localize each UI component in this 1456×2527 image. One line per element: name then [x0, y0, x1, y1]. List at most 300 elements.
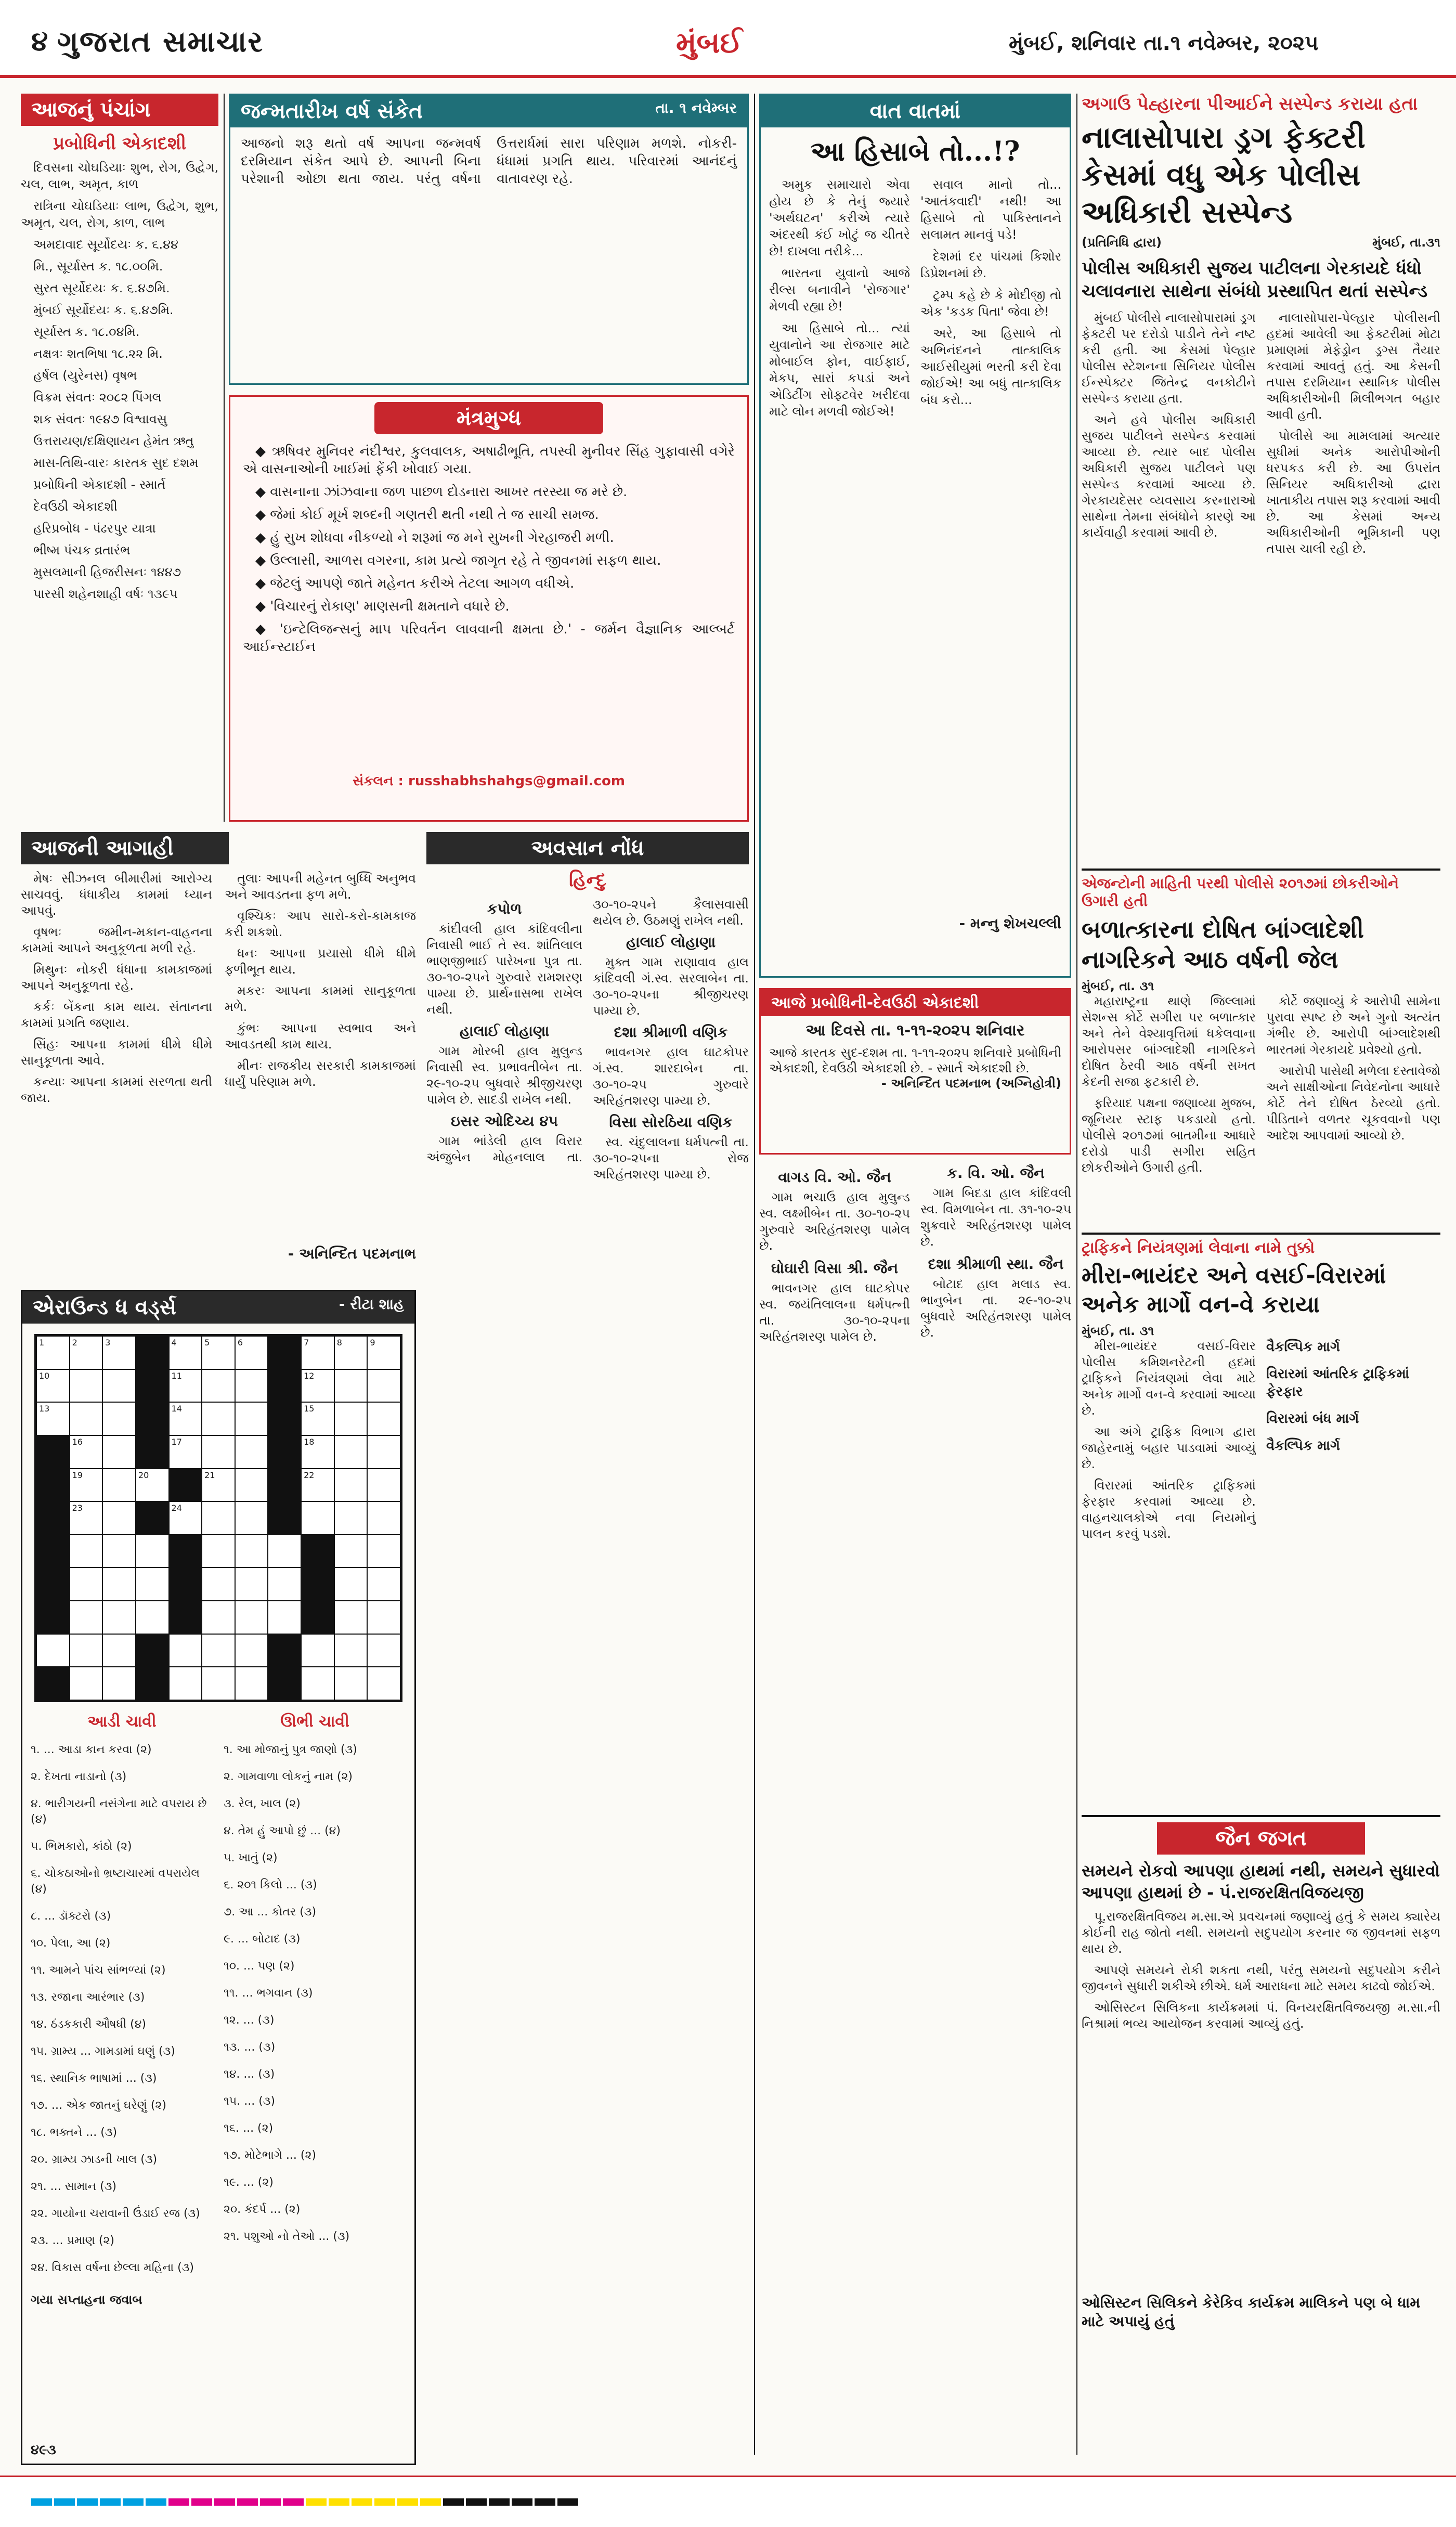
across-clue: ૮. ... ડૉક્ટરો (૩) — [31, 1910, 111, 1923]
traffic-headline: મીરા-ભાયંદર અને વસઈ-વિરારમાં અનેક માર્ગો વન-વે કરાયા — [1082, 1262, 1386, 1318]
across-clue: ૨૦. ગ્રામ્ય ઝાડની ખાલ (૩) — [31, 2153, 158, 2166]
crossword-cell[interactable] — [367, 1369, 400, 1403]
crossword-cell — [36, 1501, 70, 1535]
aagahi-lines — [21, 871, 416, 1266]
vaat-paragraph: સવાલ માનો તો... 'આતંકવાદી' નથી! આ હિસાબે તો પાકિસ્તાનને સલામત માનવું પડે! — [920, 177, 1061, 242]
crossword-cell — [169, 1601, 202, 1634]
crossword-cell[interactable] — [102, 1535, 136, 1568]
down-clue: ૪. તેમ હું આપો છું ... (૪) — [224, 1824, 341, 1837]
crossword-cell[interactable]: 6 — [235, 1336, 268, 1369]
crossword-cell — [36, 1667, 70, 1700]
panchang-line: સૂર્યાસ્ત ક. ૧૮.૦૪મિ. — [33, 325, 140, 339]
color-registration-swatch — [306, 2498, 327, 2506]
obituary-text: ગામ ભચાઉ હાલ મુલુન્ડ સ્વ. લક્ષ્મીબેન તા. ૩૦-૧૦-૨૫ ગુરુવારે અરિહંતશરણ પામેલ છે. — [759, 1190, 910, 1253]
crossword-cell — [36, 1601, 70, 1634]
vaat-paragraph: અમુક સમાચારો એવા હોય છે કે તેનું જ્યારે 'અર્થઘટન' કરીએ ત્યારે અંદરથી કંઈ ખોટું જ ચીતરે છે! દાખલા તરીકે... — [769, 177, 910, 258]
rashi-forecast: મકરઃ આપના કામમાં સાનુકૂળતા મળે. — [225, 983, 416, 1014]
vaat-paragraph: દેશમાં દર પાંચમાં કિશોર ડિપ્રેશનમાં છે. — [920, 249, 1061, 280]
janmatarikh-title: જન્મતારીખ વર્ષ સંકેત — [241, 99, 423, 123]
crossword-cell[interactable]: 5 — [202, 1336, 235, 1369]
avasan-box — [426, 832, 749, 2455]
obituary-heading: દશા શ્રીમાળી સ્થા. જૈન — [928, 1255, 1064, 1273]
mantra-bullet: ◆ ઉલ્લાસી, આળસ વગરના, કામ પ્રત્યે જાગૃત રહે તે જીવનમાં સફળ થાય. — [255, 553, 661, 568]
crossword-cell[interactable] — [367, 1501, 400, 1535]
crossword-cell[interactable]: 23 — [70, 1501, 103, 1535]
traffic-side-labels — [1266, 1338, 1440, 1702]
crossword-cell — [136, 1402, 169, 1435]
story-traffic — [1082, 1233, 1440, 1805]
lead-byline: (પ્રતિનિધિ દ્વારા) — [1082, 235, 1162, 250]
aagahi-author: - અનિન્દિત પદમનાભ — [288, 1245, 416, 1262]
panchang-line: માસ-તિથિ-વારઃ કારતક સુદ દશમ — [33, 456, 199, 470]
vaat-paragraphs — [761, 176, 1070, 915]
mantramugdh-box — [229, 395, 749, 822]
mantramugdh-credit: સંકલન : russhabhshahgs@gmail.com — [353, 773, 625, 789]
mantramugdh-bullets — [230, 439, 747, 773]
down-clue: ૧૯. ... (૨) — [224, 2176, 274, 2189]
crossword-author: - રીટા શાહ — [339, 1295, 404, 1313]
vaat-title: વાત વાતમાં — [761, 95, 1070, 127]
across-clue: ૨. દેખતા નાડાનો (૩) — [31, 1770, 127, 1783]
obits-right-col — [759, 1165, 1071, 2455]
crossword-cell[interactable] — [202, 1634, 235, 1667]
crossword-cell[interactable] — [301, 1667, 334, 1700]
rashi-forecast: કન્યાઃ આપના કામમાં સરળતા થતી જાય. — [21, 1074, 212, 1105]
color-registration-swatch — [77, 2498, 98, 2506]
down-clue: ૧૬. ... (૨) — [224, 2122, 274, 2135]
crossword-cell[interactable] — [102, 1501, 136, 1535]
color-registration-swatch — [535, 2498, 555, 2506]
crossword-cell[interactable] — [202, 1601, 235, 1634]
across-clue: ૧૦. પેલા, આ (૨) — [31, 1937, 111, 1950]
obituary-text: ગામ ભાંડેલી હાલ વિરાર અંજુબેન મોહનલાલ તા. ૩૦-૧૦-૨૫ને કૈલાસવાસી થયેલ છે. ઉઠમણું રાખેલ નથી. — [426, 897, 749, 1164]
crossword-cell[interactable] — [334, 1535, 368, 1568]
crossword-cell[interactable] — [268, 1535, 301, 1568]
column-rule — [224, 94, 225, 822]
crossword-cell[interactable] — [301, 1634, 334, 1667]
color-registration-swatch — [168, 2498, 189, 2506]
crossword-cell[interactable] — [367, 1435, 400, 1469]
story-bangladeshi — [1082, 869, 1440, 1222]
crossword-cell[interactable] — [102, 1369, 136, 1403]
crossword-cell[interactable]: 16 — [70, 1435, 103, 1469]
lead-paragraph: અને હવે પોલીસ અધિકારી સુજય પાટીલને સસ્પેન્ડ કરવામાં આવ્યા છે. ત્યાર બાદ પોલીસ અધિકારી સુજય પાટીલને પણ સસ્પેન્ડ કરવામાં આવ્યા છે. ગેરકાયદેસર વ્યવસાય કરનારાઓ સાથેના તેમના સંબંધોને કારણે આ કાર્યવાહી કરવામાં આવી છે. — [1082, 412, 1256, 540]
crossword-cell[interactable] — [202, 1402, 235, 1435]
rashi-forecast: મેષઃ સીઝનલ બીમારીમાં આરોગ્ય સાચવવું. ધંધાકીય કામમાં ધ્યાન આપવું. — [21, 871, 212, 918]
crossword-cell[interactable] — [367, 1469, 400, 1502]
crossword-cell[interactable] — [235, 1567, 268, 1601]
aaje-author: - અનિન્દિત પદમનાભ (અગ્નિહોત્રી) — [881, 1076, 1061, 1091]
vaat-paragraph: અરે, આ હિસાબે તો અભિનંદનને તાત્કાલિક આઈસીયુમાં ભરતી કરી દેવા જોઈએ! આ બધું તાત્કાલિક બંધ કરો... — [920, 326, 1061, 407]
rashi-forecast: મીનઃ રાજકીય સરકારી કામકાજમાં ધાર્યું પરિણામ મળે. — [225, 1058, 416, 1089]
color-registration-swatch — [512, 2498, 532, 2506]
crossword-cell[interactable] — [367, 1634, 400, 1667]
aagahi-box — [21, 832, 416, 1279]
crossword-cell[interactable] — [367, 1535, 400, 1568]
rashi-forecast: તુલાઃ આપની મહેનત બુધ્ધિ અનુભવ અને આવડતના ફળ મળે. — [225, 871, 416, 902]
crossword-cell[interactable] — [367, 1402, 400, 1435]
across-clue: ૧૬. સ્થાનિક ભાષામાં ... (૩) — [31, 2072, 157, 2085]
crossword-cell[interactable]: 14 — [169, 1402, 202, 1435]
color-registration-swatch — [260, 2498, 281, 2506]
crossword-cell[interactable]: 21 — [202, 1469, 235, 1502]
crossword-answers-label: ગયા સપ્તાહના જવાબ — [31, 2292, 142, 2307]
color-registration-swatch — [489, 2498, 510, 2506]
across-clue: ૧૮. ભક્તને ... (૩) — [31, 2126, 118, 2139]
crossword-cell[interactable] — [334, 1469, 368, 1502]
crossword-cell[interactable] — [102, 1567, 136, 1601]
crossword-cell[interactable] — [136, 1535, 169, 1568]
crossword-cell — [268, 1501, 301, 1535]
panchang-line: દિવસના ચોઘડિયાઃ શુભ, રોગ, ઉદ્વેગ, ચલ, લાભ, અમૃત, કાળ — [21, 160, 218, 191]
crossword-cell — [36, 1435, 70, 1469]
crossword-cell[interactable] — [202, 1435, 235, 1469]
crossword-cell[interactable]: 3 — [102, 1336, 136, 1369]
color-registration-swatch — [466, 2498, 487, 2506]
story2-headline: બળાત્કારના દોષિત બાંગ્લાદેશી નાગરિકને આઠ વર્ષની જેલ — [1082, 915, 1364, 974]
crossword-cell[interactable] — [102, 1469, 136, 1502]
down-clue: ૫. ખાતું (૨) — [224, 1851, 278, 1864]
crossword-cell[interactable] — [235, 1535, 268, 1568]
down-clue: ૧૧. ... ભગવાન (૩) — [224, 1987, 313, 2000]
traffic-side-label: વિરારમાં આંતરિક ટ્રાફિકમાં ફેરફાર — [1266, 1366, 1410, 1399]
crossword-cell — [268, 1435, 301, 1469]
story2-paragraph: ફરિયાદ પક્ષના જણાવ્યા મુજબ, જૂનિયર સ્ટાફ પકડાયો હતો. પોલીસે ૨૦૧૭માં બાતમીના આધારે દરોડો પાડી સગીરા સહિત છોકરીઓને ઉગારી હતી. — [1082, 1096, 1256, 1175]
crossword-cell[interactable] — [36, 1634, 70, 1667]
rashi-forecast: મિથુનઃ નોકરી ધંધાના કામકાજમાં આપને અનુકૂળતા રહે. — [21, 962, 212, 993]
mantramugdh-title: મંત્રમુગ્ધ — [374, 402, 603, 434]
panchang-line: દેવઉઠી એકાદશી — [33, 499, 118, 514]
crossword-cell[interactable] — [334, 1369, 368, 1403]
lead-paragraph: પોલીસે આ મામલામાં અત્યાર સુધીમાં અનેક આરોપીઓની ધરપકડ કરી છે. આ ઉપરાંત સિનિયર અધિકારીઓ દ્વારા ખાતાકીય તપાસ શરૂ કરવામાં આવી છે. આ કેસમાં અન્ય અધિકારીઓની ભૂમિકાની પણ તપાસ ચાલી રહી છે. — [1266, 429, 1440, 556]
crossword-cell[interactable] — [367, 1667, 400, 1700]
traffic-kicker: ટ્રાફિકને નિયંત્રણમાં લેવાના નામે તુક્કો — [1082, 1239, 1315, 1257]
traffic-side-label: વિરારમાં બંધ માર્ગ — [1266, 1411, 1359, 1427]
crossword-grid[interactable] — [34, 1334, 402, 1702]
obituary-heading: ઇસર ઓદિચ્ય ૪૫ — [451, 1112, 558, 1130]
lead-paragraphs — [1082, 310, 1440, 757]
crossword-cell[interactable] — [235, 1601, 268, 1634]
color-registration-swatch — [146, 2498, 166, 2506]
jain-headline: સમયને રોકવો આપણા હાથમાં નથી, સમયને સુધારવો આપણા હાથમાં છે - પં.રાજરક્ષિતવિજયજી — [1082, 1861, 1440, 1902]
mantra-bullet: ◆ 'ઇન્ટેલિજન્સનું માપ પરિવર્તન લાવવાની ક્ષમતા છે.' - જર્મન વૈજ્ઞાનિક આલ્બર્ટ આઈન્સ્ટાઈન — [243, 621, 735, 655]
vaat-author: - મન્નુ શેખચલ્લી — [959, 915, 1061, 932]
panchang-subtitle: પ્રબોધિની એકાદશી — [53, 133, 186, 154]
color-registration-swatch — [329, 2498, 349, 2506]
crossword-cell[interactable] — [235, 1634, 268, 1667]
traffic-dateline: મુંબઈ, તા. ૩૧ — [1082, 1324, 1154, 1338]
color-registration-swatch — [191, 2498, 212, 2506]
color-registration-swatch — [54, 2498, 75, 2506]
obituary-text: બોટાદ હાલ મલાડ સ્વ. ભાનુબેન તા. ૨૯-૧૦-૨૫ બુધવારે અરિહંતશરણ પામેલ છે. — [920, 1277, 1071, 1340]
crossword-cell[interactable] — [136, 1567, 169, 1601]
issue-date: મુંબઈ, શનિવાર તા.૧ નવેમ્બર, ૨૦૨૫ — [1009, 31, 1319, 55]
across-clues — [31, 1742, 213, 2276]
crossword-cell[interactable] — [235, 1402, 268, 1435]
color-registration-swatch — [237, 2498, 258, 2506]
aaje-box — [759, 988, 1071, 1155]
crossword-cell[interactable]: 8 — [334, 1336, 368, 1369]
crossword-cell[interactable]: 17 — [169, 1435, 202, 1469]
crossword-cell[interactable] — [268, 1601, 301, 1634]
across-clue: ૧૪. ઠંડકકારી ઔષધી (૪) — [31, 2018, 146, 2031]
jain-paragraph: ઓસિસ્ટન સિલિકના કાર્યક્રમમાં પં. વિનયરક્ષિતવિજયજી મ.સા.ની નિશ્રામાં ભવ્ય આયોજન કરવામાં આવ્યું હતું. — [1082, 2000, 1440, 2031]
crossword-cell — [36, 1535, 70, 1568]
crossword-cell[interactable]: 22 — [301, 1469, 334, 1502]
obituary-heading: વાગડ વિ. ઓ. જૈન — [778, 1169, 891, 1186]
jain-paragraphs — [1082, 1909, 1440, 2293]
rashi-forecast: કુંભઃ આપના સ્વભાવ અને આવડતથી કામ થાય. — [225, 1021, 416, 1052]
across-clue: ૨૪. વિકાસ વર્ષના છેલ્લા મહિના (૩) — [31, 2261, 194, 2274]
avasan-sections — [426, 897, 749, 2446]
crossword-cell[interactable] — [268, 1567, 301, 1601]
crossword-cell[interactable] — [102, 1667, 136, 1700]
crossword-cell[interactable] — [70, 1402, 103, 1435]
aaje-text: આજે કારતક સુદ-દશમ તા. ૧-૧૧-૨૦૨૫ શનિવારે પ્રબોધિની એકાદશી, દેવઉઠી એકાદશી છે. - સ્માર્ત એકાદશી છે. — [769, 1045, 1061, 1075]
across-clue: ૨૨. ગાયોના ચરાવાની ઉંડાઈ રજ (૩) — [31, 2207, 200, 2220]
crossword-cell[interactable]: 24 — [169, 1501, 202, 1535]
panchang-title: આજનું પંચાંગ — [21, 94, 218, 126]
mantra-bullet: ◆ ઋષિવર મુનિવર નંદીશ્વર, કુલવાલક, અષાઢીભૂતિ, તપસ્વી મુનીવર સિંહ ગુફાવાસી વગેરે એ વાસનાઓની ખાઈમાં ફેંકી ખોવાઈ ગયા. — [243, 444, 735, 477]
story2-paragraph: કોર્ટે જણાવ્યું કે આરોપી સામેના પુરાવા સ્પષ્ટ છે અને ગુનો અત્યંત ગંભીર છે. આરોપી બાંગ્લાદેશથી ભારતમાં ગેરકાયદે પ્રવેશ્યો હતો. — [1266, 994, 1440, 1057]
rashi-forecast: વૃશ્ચિકઃ આપ સારો-કરો-કામકાજ કરી શકશો. — [225, 909, 416, 939]
obituary-text: મુક્ત ગામ રાણાવાવ હાલ કાંદિવલી ગં.સ્વ. સરલાબેન તા. ૩૦-૧૦-૨૫ના શ્રીજીચરણ પામ્યા છે. — [593, 955, 749, 1018]
rashi-forecast: કર્કઃ બેંકના કામ થાય. સંતાનના કામમાં પ્રગતિ જણાય. — [21, 1000, 212, 1030]
panchang-line: હર્ષલ (યુરેનસ) વૃષભ — [33, 368, 137, 383]
vaat-headline: આ હિસાબે તો...!? — [810, 136, 1020, 167]
crossword-cell[interactable]: 19 — [70, 1469, 103, 1502]
obituary-heading: કપોળ — [487, 900, 522, 917]
crossword-cell — [301, 1535, 334, 1568]
crossword-cell[interactable]: 13 — [36, 1402, 70, 1435]
down-clue: ૧૭. મોટેભાગે ... (૨) — [224, 2149, 316, 2162]
color-registration-swatch — [123, 2498, 144, 2506]
crossword-cell[interactable]: 9 — [367, 1336, 400, 1369]
crossword-cell[interactable] — [334, 1402, 368, 1435]
obituary-text: ભાવનગર હાલ ઘાટકોપર ગં.સ્વ. શારદાબેન તા. ૩૦-૧૦-૨૫ ગુરુવારે અરિહંતશરણ પામ્યા છે. — [593, 1045, 749, 1108]
jain-title: જૈન જગત — [1157, 1822, 1365, 1855]
rashi-forecast: સિંહઃ આપના કામમાં ધીમે ધીમે સાનુકૂળતા આવે. — [21, 1037, 212, 1068]
jain-paragraph: પૂ.રાજરક્ષિતવિજય મ.સા.એ પ્રવચનમાં જણાવ્યું હતું કે સમય ક્યારેય કોઈની રાહ જોતો નથી. સમયનો સદુપયોગ કરનાર જ જીવનમાં સફળ થાય છે. — [1082, 1909, 1440, 1956]
story2-paragraphs — [1082, 993, 1440, 1181]
mantra-bullet: ◆ જેટલું આપણે જાતે મહેનત કરીએ તેટલા આગળ વધીએ. — [255, 576, 575, 591]
crossword-cell[interactable] — [235, 1667, 268, 1700]
color-registration-swatch — [443, 2498, 464, 2506]
crossword-cell — [301, 1567, 334, 1601]
crossword-cell[interactable]: 10 — [36, 1369, 70, 1403]
color-registration-swatch — [557, 2498, 578, 2506]
crossword-cell[interactable] — [235, 1469, 268, 1502]
down-clue: ૭. આ ... કોતર (૩) — [224, 1906, 317, 1919]
aaje-headline: આ દિવસે તા. ૧-૧૧-૨૦૨૫ શનિવાર — [805, 1021, 1025, 1040]
color-registration-swatch — [100, 2498, 121, 2506]
crossword-cell — [169, 1535, 202, 1568]
down-clue: ૯. ... બોટાદ (૩) — [224, 1933, 301, 1946]
crossword-cell[interactable] — [235, 1501, 268, 1535]
crossword-cell[interactable] — [169, 1634, 202, 1667]
crossword-cell — [136, 1501, 169, 1535]
janmatarikh-box — [229, 94, 749, 385]
crossword-cell — [268, 1402, 301, 1435]
lead-story — [1082, 94, 1440, 858]
crossword-cell — [36, 1469, 70, 1502]
crossword-cell[interactable] — [235, 1435, 268, 1469]
across-clue: ૧૩. રજાના આરંભાર (૩) — [31, 1991, 145, 2004]
crossword-cell[interactable] — [202, 1667, 235, 1700]
crossword-cell[interactable] — [70, 1567, 103, 1601]
down-clue: ૧૫. ... (૩) — [224, 2095, 276, 2108]
color-registration-swatch — [397, 2498, 418, 2506]
mantra-bullet: ◆ વાસનાના ઝાંઝવાના જળ પાછળ દોડનારા આખર તરસ્યા જ મરે છે. — [255, 484, 628, 500]
panchang-line: હરિપ્રબોધ - પંઢરપુર યાત્રા — [33, 521, 156, 536]
story2-paragraph: આરોપી પાસેથી મળેલા દસ્તાવેજો અને સાક્ષીઓના નિવેદનોના આધારે કોર્ટે તેને દોષિત ઠેરવ્યો હતો. પીડિતાને વળતર ચૂકવવાનો પણ આદેશ આપવામાં આવ્યો છે. — [1266, 1064, 1440, 1143]
color-registration-swatch — [214, 2498, 235, 2506]
crossword-cell[interactable] — [102, 1634, 136, 1667]
crossword-cell[interactable]: 2 — [70, 1336, 103, 1369]
crossword-cell — [169, 1567, 202, 1601]
crossword-cell[interactable] — [202, 1535, 235, 1568]
panchang-line: વિક્રમ સંવતઃ ૨૦૮૨ પિંગલ — [33, 390, 162, 405]
avasan-title: અવસાન નોંધ — [426, 832, 749, 864]
crossword-cell[interactable] — [334, 1567, 368, 1601]
paper-name: ગુજરાત સમાચાર — [57, 25, 264, 59]
down-clue: ૨૦. કંદર્પ ... (૨) — [224, 2203, 301, 2216]
crossword-cell[interactable] — [334, 1634, 368, 1667]
crossword-cell[interactable] — [301, 1501, 334, 1535]
panchang-line: પ્રબોધિની એકાદશી - સ્માર્ત — [33, 477, 166, 492]
crossword-cell[interactable] — [334, 1667, 368, 1700]
column-rule — [1076, 94, 1077, 2455]
lead-paragraph: નાલાસોપારા-પેલ્હાર પોલીસની હદમાં આવેલી આ ફેક્ટરીમાં મોટા પ્રમાણમાં મેફેડ્રોન ડ્રગ્સ તૈયાર કરવામાં આવતું હતું. આ કેસની તપાસ દરમિયાન સ્થાનિક પોલીસ અધિકારીઓની મિલીભગત બહાર આવી હતી. — [1266, 310, 1440, 422]
crossword-cell[interactable]: 18 — [301, 1435, 334, 1469]
obituary-heading: ઘોઘારી વિસા શ્રી. જૈન — [771, 1260, 899, 1277]
color-registration-swatch — [352, 2498, 372, 2506]
crossword-cell[interactable]: 4 — [169, 1336, 202, 1369]
obituary-heading: ક. વિ. ઓ. જૈન — [947, 1164, 1045, 1182]
obituary-heading: હાલાઈ લોહાણા — [626, 934, 716, 951]
crossword-cell — [136, 1369, 169, 1403]
crossword-cell — [268, 1667, 301, 1700]
jain-jagat — [1082, 1815, 1440, 2455]
across-clue: ૧૧. આમને પાંચ સાંભળ્યાં (૨) — [31, 1964, 166, 1977]
color-registration-swatch — [420, 2498, 441, 2506]
crossword-cell[interactable] — [367, 1567, 400, 1601]
down-clue: ૧૦. ... પણ (૨) — [224, 1960, 295, 1973]
crossword-cell[interactable] — [70, 1535, 103, 1568]
down-clue: ૧૨. ... (૩) — [224, 2014, 275, 2027]
crossword-cell — [136, 1435, 169, 1469]
traffic-paragraphs — [1082, 1338, 1256, 1702]
crossword-cell — [268, 1336, 301, 1369]
crossword-cell[interactable]: 7 — [301, 1336, 334, 1369]
vaat-paragraph: ટ્રમ્પ કહે છે કે મોદીજી તો એક 'કડક પિતા' જેવા છે! — [920, 288, 1061, 319]
across-clue: ૪. ભારીગયની નસંગેના માટે વપરાય છે (૪) — [31, 1797, 207, 1826]
down-clue: ૧૪. ... (૩) — [224, 2068, 275, 2081]
crossword-cell[interactable] — [70, 1369, 103, 1403]
rashi-forecast: વૃષભઃ જમીન-મકાન-વાહનના કામમાં આપને અનુકૂળતા મળી રહે. — [21, 925, 212, 955]
traffic-paragraph: વિરારમાં આંતરિક ટ્રાફિકમાં ફેરફાર કરવામાં આવ્યા છે. વાહનચાલકોએ નવા નિયમોનું પાલન કરવું પડશે. — [1082, 1478, 1256, 1541]
crossword-cell[interactable] — [202, 1567, 235, 1601]
crossword-cell[interactable] — [334, 1501, 368, 1535]
crossword-cell[interactable] — [202, 1501, 235, 1535]
crossword-cell[interactable] — [136, 1601, 169, 1634]
panchang-box — [21, 94, 218, 822]
crossword-cell — [136, 1336, 169, 1369]
aaje-title: આજે પ્રબોધિની-દેવઉઠી એકાદશી — [761, 990, 1070, 1016]
vaat-paragraph: ભારતના યુવાનો આજે રીલ્સ બનાવીને 'રોજગાર' મેળવી રહ્યા છે! — [769, 266, 910, 314]
panchang-line: અમદાવાદ સૂર્યોદયઃ ક. ૬.૪૪ — [33, 237, 178, 252]
story2-kicker: એજન્ટોની માહિતી પરથી પોલીસે ૨૦૧૭માં છોકરીઓને ઉગારી હતી — [1082, 875, 1399, 910]
crossword-cell[interactable] — [334, 1601, 368, 1634]
crossword-cell — [169, 1469, 202, 1502]
across-clue: ૧. ... આડા કાન કરવા (૨) — [31, 1743, 152, 1756]
mantra-bullet: ◆ 'વિચારનું રોકાણ' માણસની ક્ષમતાને વધારે છે. — [255, 599, 510, 614]
crossword-cell[interactable]: 20 — [136, 1469, 169, 1502]
crossword-cell — [136, 1667, 169, 1700]
across-clue: ૧૭. ... એક જાતનું ઘરેણું (૨) — [31, 2099, 166, 2112]
color-registration-swatch — [31, 2498, 52, 2506]
crossword-cell[interactable]: 1 — [36, 1336, 70, 1369]
crossword-cell[interactable]: 15 — [301, 1402, 334, 1435]
jain-subhead: ઓસિસ્ટન સિલિકને કેરેકિવ કાર્યક્રમ માલિકને પણ બે ધામ માટે અપાયું હતું — [1082, 2294, 1421, 2330]
crossword-cell — [268, 1634, 301, 1667]
crossword-cell[interactable] — [102, 1402, 136, 1435]
crossword-cell[interactable] — [70, 1667, 103, 1700]
lead-paragraph: મુંબઈ પોલીસે નાલાસોપારામાં ડ્રગ ફેક્ટરી પર દરોડો પાડીને તેને નષ્ટ કરી હતી. આ કેસમાં પેલ્હાર પોલીસ સ્ટેશનના સિનિયર પોલીસ ઈન્સ્પેક્ટર જિતેન્દ્ર વનકોટીને સસ્પેન્ડ કરાયા હતા. — [1082, 310, 1256, 406]
panchang-lines — [21, 159, 218, 607]
crossword-box — [21, 1290, 416, 2465]
story2-dateline: મુંબઈ, તા. ૩૧ — [1082, 979, 1154, 993]
city-label: મુંબઈ — [676, 26, 743, 60]
crossword-cell[interactable] — [102, 1601, 136, 1634]
crossword-cell — [136, 1634, 169, 1667]
lead-kicker: અગાઉ પેહ્હારના પીઆઈને સસ્પેન્ડ કરાયા હતા — [1082, 94, 1418, 114]
crossword-cell[interactable] — [70, 1601, 103, 1634]
across-clue: ૨૩. ... પ્રમાણ (૨) — [31, 2234, 114, 2247]
crossword-cell — [301, 1601, 334, 1634]
page-number: ૪ — [31, 26, 48, 57]
across-clue: ૬. ચોકઠાઓનો ભ્રષ્ટાચારમાં વપરાયેલ (૪) — [31, 1867, 200, 1896]
crossword-cell — [268, 1469, 301, 1502]
crossword-cell[interactable]: 12 — [301, 1369, 334, 1403]
panchang-line: મુંબઈ સૂર્યોદયઃ ક. ૬.૪૭મિ. — [33, 303, 174, 317]
down-title: ઊભી ચાવી — [280, 1713, 349, 1731]
crossword-cell[interactable] — [202, 1369, 235, 1403]
down-clue: ૧૩. ... (૩) — [224, 2041, 276, 2054]
crossword-cell[interactable] — [169, 1667, 202, 1700]
crossword-cell — [36, 1567, 70, 1601]
jain-paragraph: આપણે સમયને રોકી શકતા નથી, પરંતુ સમયનો સદુપયોગ કરીને જીવનને સુધારી શકીએ છીએ. ધર્મ આરાધના માટે સમય કાઢવો જોઈએ. — [1082, 1963, 1440, 1993]
crossword-cell[interactable] — [102, 1435, 136, 1469]
panchang-line: ભીષ્મ પંચક વ્રતારંભ — [33, 543, 131, 558]
janmatarikh-text: આજનો શરૂ થતો વર્ષ આપના જન્મવર્ષ દરમિયાન સંકેત આપે છે. આપની બિના પરેશાની ઓછા થતા જાય. પરંતુ વર્ષના ઉત્તરાર્ધમાં સારા પરિણામ મળશે. નોકરી-ધંધામાં પ્રગતિ થાય. પરિવારમાં આનંદનું વાતાવરણ રહે. — [241, 136, 737, 187]
crossword-cell[interactable]: 11 — [169, 1369, 202, 1403]
down-clue: ૩. રેલ, ખાલ (૨) — [224, 1797, 301, 1810]
mantra-bullet: ◆ જેમાં કોઈ મૂર્ખ શબ્દની ગણતરી થતી નથી તે જ સાચી સમજ. — [255, 507, 599, 523]
crossword-cell[interactable] — [334, 1435, 368, 1469]
crossword-cell[interactable] — [235, 1369, 268, 1403]
obituary-text: કાંદીવલી હાલ કાંદિવલીના નિવાસી ભાઈ તે સ્વ. શાંતિલાલ ભાણજીભાઈ પારેખના પુત્ર તા. ૩૦-૧૦-૨૫ને ગુરુવારે રામશરણ પામ્યા છે. પ્રાર્થનાસભા રાખેલ નથી. — [426, 922, 582, 1017]
column-rule — [754, 94, 755, 2455]
obituary-text: ગામ બિદડા હાલ કાંદિવલી સ્વ. વિમળાબેન તા. ૩૧-૧૦-૨૫ શુક્રવારે અરિહંતશરણ પામેલ છે. — [920, 1186, 1071, 1249]
rashi-forecast: ધનઃ આપના પ્રયાસો ધીમે ધીમે ફળીભૂત થાય. — [225, 946, 416, 977]
crossword-title: એરાઉન્ડ ધ વર્ડ્સ — [33, 1295, 177, 1319]
crossword-cell[interactable] — [70, 1634, 103, 1667]
lead-dateline: મુંબઈ, તા.૩૧ — [1372, 235, 1440, 250]
lead-subhead: પોલીસ અધિકારી સુજય પાટીલના ગેરકાયદે ધંધો ચલાવનારા સાથેના સંબંધો પ્રસ્થાપિત થતાં સસ્પેન્ડ — [1082, 258, 1428, 302]
color-registration-swatch — [283, 2498, 304, 2506]
crossword-cell[interactable] — [367, 1601, 400, 1634]
